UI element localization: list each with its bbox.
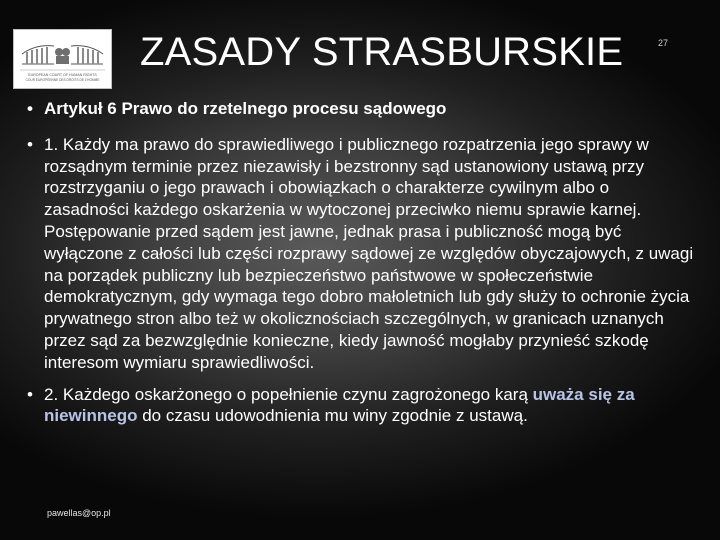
court-building-icon	[14, 30, 111, 88]
slide-content	[24, 98, 696, 437]
slide-title: ZASADY STRASBURSKIE	[140, 30, 624, 74]
slide-number: 27	[657, 38, 668, 48]
bullet-icon: •	[27, 134, 33, 154]
article-heading: Artykuł 6 Prawo do rzetelnego procesu sądowego	[44, 99, 447, 118]
echr-logo	[13, 29, 112, 89]
footer-email: pawellas@op.pl	[47, 508, 111, 518]
bullet-paragraph-2	[24, 384, 696, 428]
bullet-icon: •	[27, 99, 33, 118]
paragraph-2-lead: 2. Każdego oskarżonego o popełnienie czynu zagrożonego karą	[44, 384, 533, 404]
logo-caption-line2: COUR EUROPÉENNE DES DROITS DE L'HOMME	[25, 78, 100, 82]
bullet-article-heading	[24, 98, 696, 120]
bullet-icon: •	[27, 384, 33, 404]
logo-caption-line1: EUROPEAN COURT OF HUMAN RIGHTS	[28, 73, 97, 77]
presumption-of-innocence-emphasis: uważa się za niewinnego	[44, 384, 635, 426]
paragraph-1-text: 1. Każdy ma prawo do sprawiedliwego i publicznego rozpatrzenia jego sprawy w rozsądnym terminie przez niezawisły i bezstronny sąd ustanowiony ustawą przy rozstrzyganiu o jego prawach i obowiązkach o charakterze cywilnym albo o zasadności każdego oskarżenia w wytoczonej przeciwko niemu sprawie karnej. Postępowanie przed sądem jest jawne, jednak prasa i publiczność mogą być wyłączone z całości lub części rozprawy sądowej ze względów obyczajowych, z uwagi na porządek publiczny lub bezpieczeństwo państwowe w społeczeństwie demokratycznym, gdy wymaga tego dobro małoletnich lub gdy służy to ochronie życia prywatnego stron albo też w okolicznościach szczególnych, w granicach uznanych przez sąd za bezwzględnie konieczne, kiedy jawność mogłaby przynieść szkodę interesom wymiaru sprawiedliwości.	[44, 134, 694, 372]
paragraph-2-tail: do czasu udowodnienia mu winy zgodnie z ustawą.	[137, 406, 528, 426]
bullet-paragraph-1	[24, 134, 696, 374]
paragraph-2-text	[44, 385, 635, 426]
